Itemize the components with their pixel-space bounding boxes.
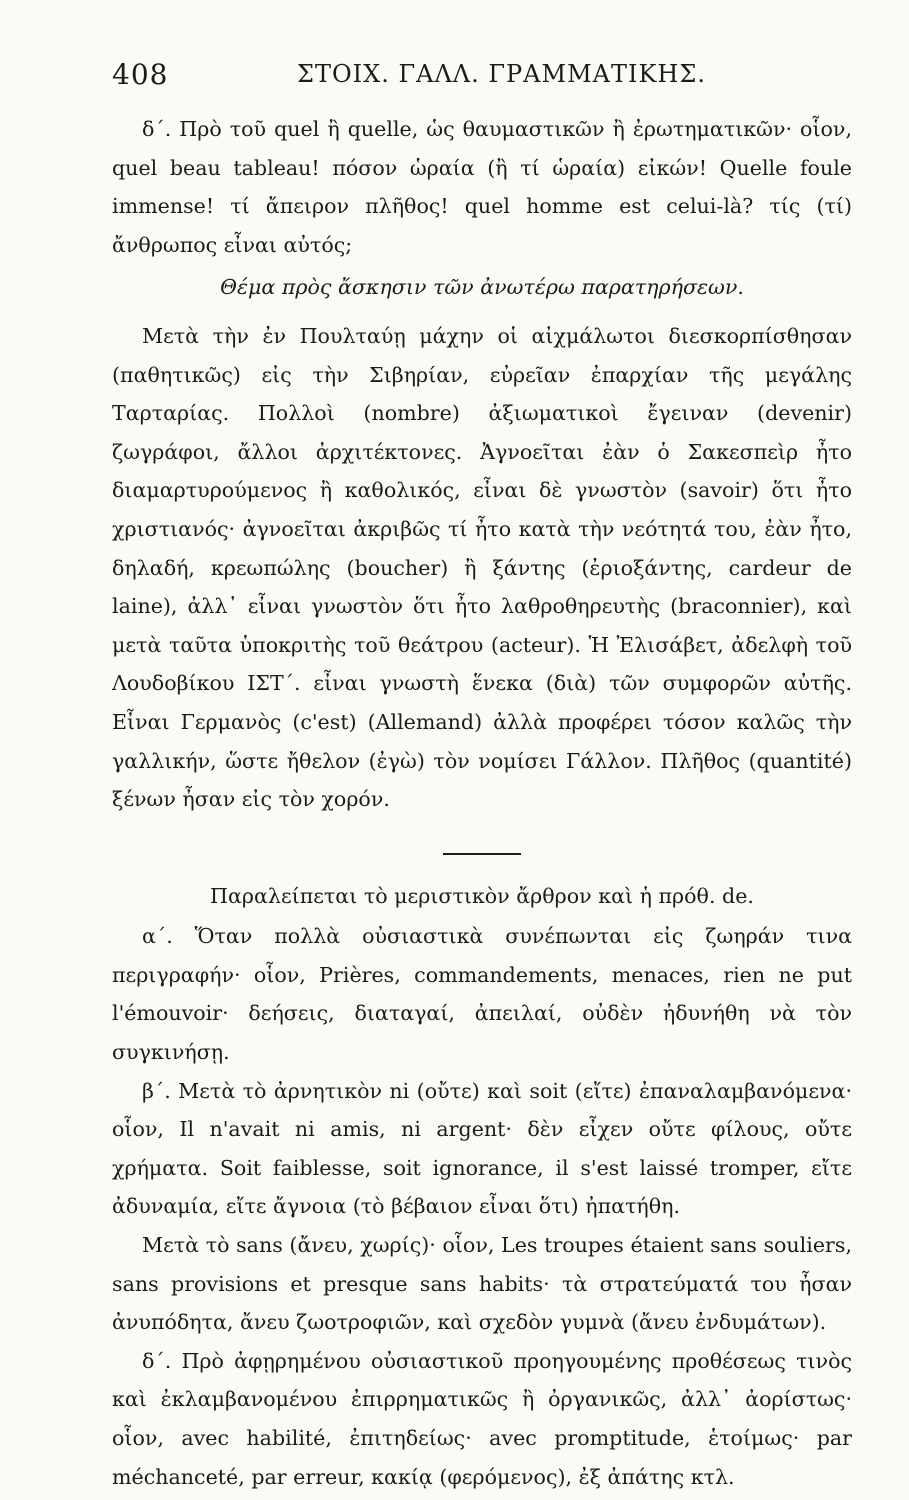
- omission-note: Παραλείπεται τὸ μεριστικὸν ἄρθρον καὶ ἡ πρόθ. de.: [210, 883, 754, 908]
- rule-delta: δ΄. Πρὸ ἀφῃρημένου οὐσιαστικοῦ προηγουμένης προθέσεως τινὸς καὶ ἐκλαμβανομένου ἐπιρρηματικῶς ἢ ὀργανικῶς, ἀλλ᾽ ἀορίστως· οἷον, avec habilité, ἐπιτηδείως· avec promptitude, ἑτοίμως· par méchanceté, par erreur, κακίᾳ (φερόμενος), ἐξ ἀπάτης κτλ.: [112, 1348, 852, 1489]
- page-header: [112, 58, 862, 94]
- exercise-heading: Θέμα πρὸς ἄσκησιν τῶν ἀνωτέρω παρατηρήσεων.: [220, 275, 744, 300]
- rule-beta: β΄. Μετὰ τὸ ἀρνητικὸν ni (οὔτε) καὶ soit (εἴτε) ἐπαναλαμβανόμενα· οἷον, Il n'avait ni amis, ni argent· δὲν εἶχεν οὔτε φίλους, οὔτε χρήματα. Soit faiblesse, soit ignorance, il s'est laissé tromper, εἴτε ἀδυναμία, εἴτε ἄγνοια (τὸ βέβαιον εἶναι ὅτι) ἠπατήθη.: [112, 1078, 852, 1219]
- section-divider: [443, 853, 521, 855]
- paragraph-delta-quel: δ΄. Πρὸ τοῦ quel ἢ quelle, ὡς θαυμαστικῶν ἢ ἐρωτηματικῶν· οἷον, quel beau tableau! πόσον ὡραία (ἢ τί ὡραία) εἰκών! Quelle foule immense! τί ἄπειρον πλῆθος! quel homme est celui-là? τίς (τί) ἄνθρωπος εἶναι αὐτός;: [112, 117, 852, 257]
- rule-alpha: α΄. Ὅταν πολλὰ οὐσιαστικὰ συνέπωνται εἰς ζωηράν τινα περιγραφήν· οἷον, Prières, commandements, menaces, rien ne put l'émouvoir· δεήσεις, διαταγαί, ἀπειλαί, οὐδὲν ἠδυνήθη νὰ τὸν συγκινήσῃ.: [112, 924, 852, 1065]
- page-number: 408: [112, 58, 169, 91]
- exercise-paragraph: Μετὰ τὴν ἐν Πουλταύῃ μάχην οἱ αἰχμάλωτοι διεσκορπίσθησαν (παθητικῶς) εἰς τὴν Σιβηρίαν, εὐρεῖαν ἐπαρχίαν τῆς μεγάλης Ταρταρίας. Πολλοὶ (nombre) ἀξιωματικοὶ ἔγειναν (devenir) ζωγράφοι, ἄλλοι ἀρχιτέκτονες. Ἀγνοεῖται ἐὰν ὁ Σακεσπεὶρ ἦτο διαμαρτυρούμενος ἢ καθολικός, εἶναι δὲ γνωστὸν (savoir) ὅτι ἦτο χριστιανός· ἀγνοεῖται ἀκριβῶς τί ἦτο κατὰ τὴν νεότητά του, ἐὰν ἦτο, δηλαδή, κρεωπώλης (boucher) ἢ ξάντης (ἐριοξάντης, cardeur de laine), ἀλλ᾽ εἶναι γνωστὸν ὅτι ἦτο λαθροθηρευτὴς (braconnier), καὶ μετὰ ταῦτα ὑποκριτὴς τοῦ θεάτρου (acteur). Ἡ Ἐλισάβετ, ἀδελφὴ τοῦ Λουδοβίκου ΙΣΤ΄. εἶναι γνωστὴ ἕνεκα (διὰ) τῶν συμφορῶν αὐτῆς. Εἶναι Γερμανὸς (c'est) (Allemand) ἀλλὰ προφέρει τόσον καλῶς τὴν γαλλικήν, ὥστε ἤθελον (ἐγὼ) τὸν νομίσει Γάλλον. Πλῆθος (quantité) ξένων ἦσαν εἰς τὸν χορόν.: [112, 323, 852, 812]
- running-head: ΣΤΟΙΧ. ΓΑΛΛ. ΓΡΑΜΜΑΤΙΚΗΣ.: [297, 60, 706, 88]
- page-body: [112, 110, 852, 1496]
- rule-sans: Μετὰ τὸ sans (ἄνευ, χωρίς)· οἷον, Les troupes étaient sans souliers, sans provisions et presque sans habits· τὰ στρατεύματά του ἦσαν ἀνυπόδητα, ἄνευ ζωοτροφιῶν, καὶ σχεδὸν γυμνὰ (ἄνευ ἐνδυμάτων).: [112, 1233, 852, 1335]
